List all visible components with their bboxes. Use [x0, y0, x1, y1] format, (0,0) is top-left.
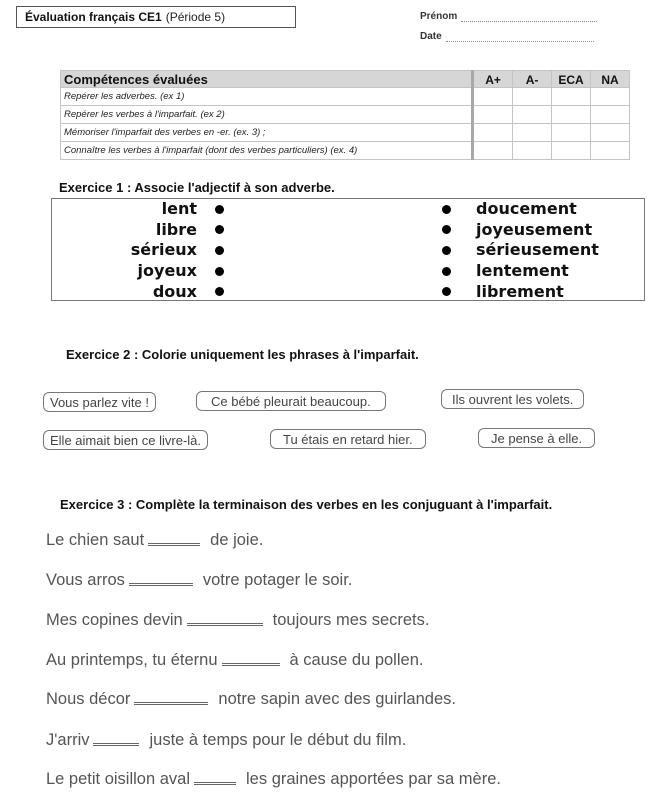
adjective-label: doux: [152, 281, 197, 301]
skills-header: Compétences évaluées: [61, 71, 473, 88]
table-row: [61, 124, 630, 142]
sentence-pill[interactable]: Elle aimait bien ce livre-là.: [43, 430, 208, 450]
worksheet-title: Évaluation français CE1: [25, 10, 162, 24]
sentence-end: votre potager le soir.: [202, 571, 353, 589]
sentence-start: Vous arros: [46, 571, 125, 589]
prenom-label: Prénom: [420, 11, 458, 22]
skill-cell: Repérer les verbes à l'imparfait. (ex 2): [61, 106, 473, 124]
grade-cell[interactable]: [591, 142, 630, 160]
date-field[interactable]: [420, 31, 594, 42]
answer-blank[interactable]: [134, 692, 208, 705]
grade-cell[interactable]: [473, 106, 513, 124]
grade-cell[interactable]: [473, 88, 513, 106]
sentence-pill[interactable]: Ils ouvrent les volets.: [441, 389, 584, 409]
grade-cell[interactable]: [552, 88, 591, 106]
grade-cell[interactable]: [552, 142, 591, 160]
answer-blank[interactable]: [129, 573, 193, 586]
grade-header-a-plus: A+: [473, 71, 513, 88]
sentence-end: de joie.: [210, 531, 264, 549]
answer-blank[interactable]: [148, 533, 200, 546]
adverb-label: librement: [476, 281, 564, 301]
fill-in-sentence: [46, 611, 429, 630]
fill-in-sentence: [46, 571, 352, 590]
skill-cell: Repérer les adverbes. (ex 1): [61, 88, 473, 106]
bullet-dot-icon[interactable]: [215, 225, 224, 234]
adverbs-column: [442, 199, 599, 302]
adverb-label: doucement: [476, 199, 577, 219]
bullet-dot-icon[interactable]: [442, 267, 451, 276]
grade-header-a-minus: A-: [513, 71, 552, 88]
grade-cell[interactable]: [473, 142, 513, 160]
sentence-end: toujours mes secrets.: [272, 611, 430, 629]
grade-header-eca: ECA: [552, 71, 591, 88]
skill-cell: Mémoriser l'imparfait des verbes en -er. (ex. 3) ;: [61, 124, 473, 142]
grade-cell[interactable]: [513, 124, 552, 142]
grade-cell[interactable]: [591, 88, 630, 106]
skills-table-header: [61, 71, 630, 88]
fill-in-sentence: [46, 531, 263, 550]
grade-cell[interactable]: [591, 106, 630, 124]
sentence-start: J'arriv: [46, 731, 90, 749]
answer-blank[interactable]: [187, 613, 263, 626]
grade-cell[interactable]: [473, 124, 513, 142]
table-row: [61, 88, 630, 106]
answer-blank[interactable]: [93, 733, 139, 746]
exercise2-title: Exercice 2 : Colorie uniquement les phrases à l'imparfait.: [66, 347, 419, 362]
prenom-dotted-line[interactable]: [461, 13, 597, 22]
adjective-item: [131, 240, 224, 261]
grade-header-na: NA: [591, 71, 630, 88]
sentence-start: Nous décor: [46, 690, 131, 708]
exercise1-matching-box: [51, 198, 645, 301]
grade-cell[interactable]: [513, 88, 552, 106]
answer-blank[interactable]: [222, 653, 280, 666]
sentence-end: à cause du pollen.: [289, 651, 424, 669]
sentence-pill[interactable]: Je pense à elle.: [478, 428, 595, 448]
fill-in-sentence: [46, 690, 456, 709]
sentence-pill[interactable]: Vous parlez vite !: [43, 392, 156, 412]
adverb-label: lentement: [476, 261, 569, 281]
answer-blank[interactable]: [194, 772, 236, 785]
adverb-item: [442, 261, 599, 282]
bullet-dot-icon[interactable]: [215, 267, 224, 276]
sentence-end: notre sapin avec des guirlandes.: [218, 690, 456, 708]
grade-cell[interactable]: [513, 142, 552, 160]
adjective-item: [131, 261, 224, 282]
exercise3-title: Exercice 3 : Complète la terminaison des verbes en les conjuguant à l'imparfait.: [60, 497, 553, 512]
grade-cell[interactable]: [552, 124, 591, 142]
adjective-label: sérieux: [130, 240, 197, 260]
sentence-pill[interactable]: Ce bébé pleurait beaucoup.: [196, 391, 386, 411]
date-dotted-line[interactable]: [446, 33, 594, 42]
adjective-label: joyeux: [137, 261, 197, 281]
exercise1-title: Exercice 1 : Associe l'adjectif à son adverbe.: [59, 180, 335, 195]
sentence-pill[interactable]: Tu étais en retard hier.: [270, 429, 426, 449]
adverb-item: [442, 240, 599, 261]
fill-in-sentence: [46, 770, 501, 789]
date-label: Date: [420, 31, 442, 42]
adjective-item: [131, 281, 224, 302]
adverb-item: [442, 220, 599, 241]
adverb-item: [442, 281, 599, 302]
adjective-label: libre: [155, 219, 197, 239]
sentence-start: Au printemps, tu éternu: [46, 651, 218, 669]
adverb-label: joyeusement: [476, 219, 593, 239]
adverb-item: [442, 199, 599, 220]
bullet-dot-icon[interactable]: [442, 205, 451, 214]
bullet-dot-icon[interactable]: [442, 287, 451, 296]
table-row: [61, 142, 630, 160]
grade-cell[interactable]: [552, 106, 591, 124]
sentence-end: juste à temps pour le début du film.: [149, 731, 407, 749]
bullet-dot-icon[interactable]: [215, 287, 224, 296]
adverb-label: sérieusement: [476, 240, 599, 260]
fill-in-sentence: [46, 651, 423, 670]
adjectives-column: [131, 199, 224, 302]
adjective-item: [131, 220, 224, 241]
adjective-item: [131, 199, 224, 220]
grade-cell[interactable]: [591, 124, 630, 142]
adjective-label: lent: [161, 199, 197, 219]
sentence-start: Mes copines devin: [46, 611, 183, 629]
bullet-dot-icon[interactable]: [442, 225, 451, 234]
skills-table: [60, 70, 630, 160]
bullet-dot-icon[interactable]: [215, 246, 224, 255]
prenom-field[interactable]: [420, 11, 597, 22]
table-row: [61, 106, 630, 124]
worksheet-title-box: [16, 6, 296, 28]
sentence-end: les graines apportées par sa mère.: [246, 770, 501, 788]
skill-cell: Connaître les verbes à l'imparfait (dont des verbes particuliers) (ex. 4): [61, 142, 473, 160]
sentence-start: Le chien saut: [46, 531, 145, 549]
bullet-dot-icon[interactable]: [442, 246, 451, 255]
worksheet-period: (Période 5): [165, 10, 226, 24]
fill-in-sentence: [46, 731, 406, 750]
grade-cell[interactable]: [513, 106, 552, 124]
sentence-start: Le petit oisillon aval: [46, 770, 191, 788]
bullet-dot-icon[interactable]: [215, 205, 224, 214]
